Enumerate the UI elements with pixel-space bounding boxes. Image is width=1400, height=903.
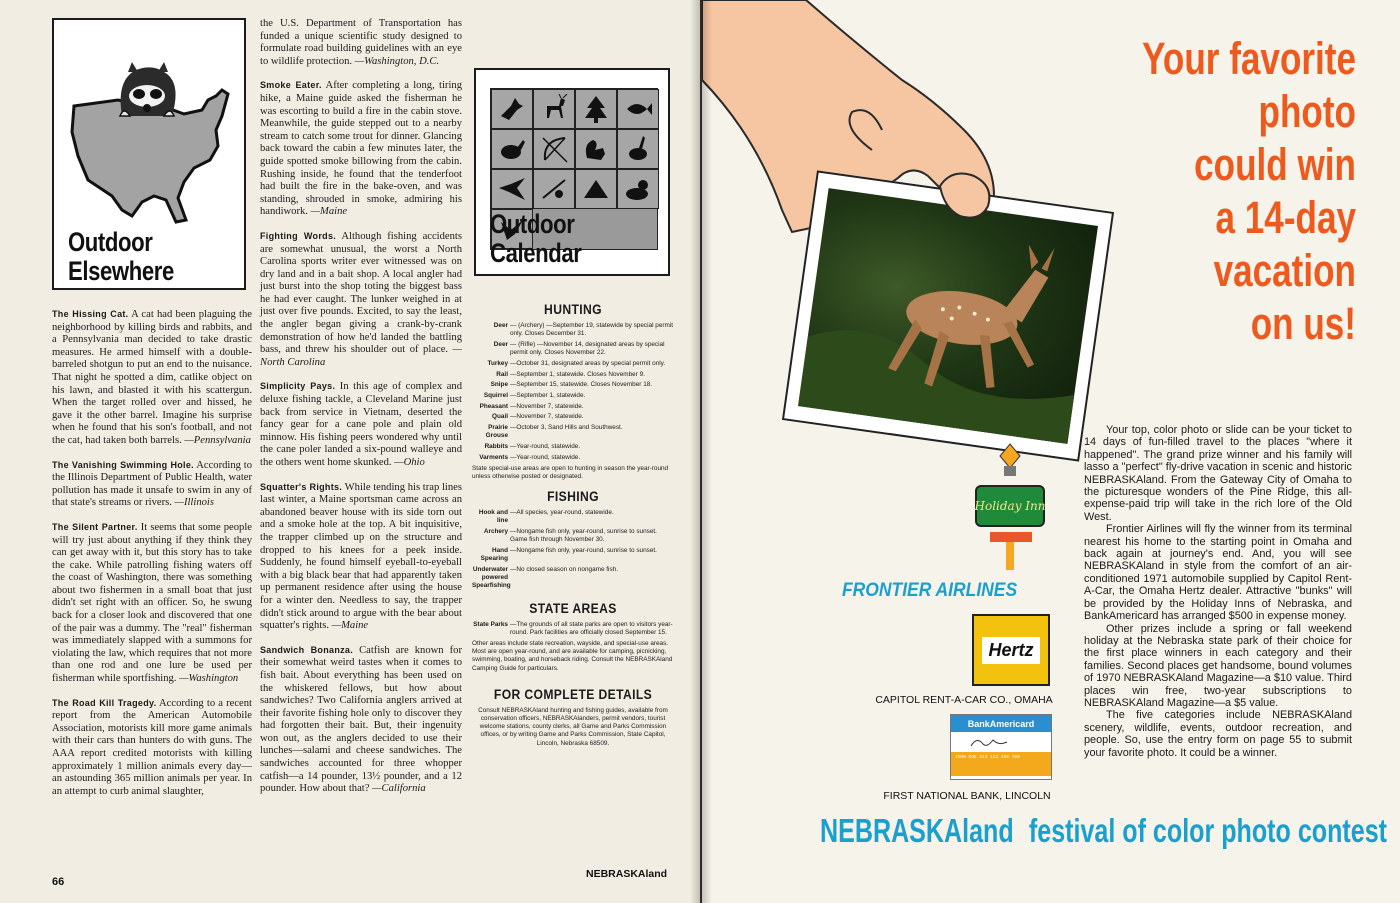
page-number: 66 (52, 876, 65, 888)
outdoor-calendar-listing (472, 300, 674, 748)
hunting-entry-text: — (Rifle) —November 14, designated areas by special permit only. Closes November 22. (510, 340, 665, 357)
hunting-entry (472, 341, 674, 357)
fishing-entry-text: —All species, year-round, statewide. (510, 509, 614, 517)
magazine-footer: NEBRASKAland (586, 868, 668, 880)
outdoor-calendar-box (474, 68, 670, 276)
hunting-entry-label: Deer (493, 322, 508, 329)
state-areas-note: Other areas include state recreation, wayside, and special-use areas. Most are open year-round, and are available for camping, picnicking, swimming, boating, and horseback riding. Consult the NEBRASKAland Camping Guide for particulars. (472, 639, 673, 672)
fishing-entry-label: Archery (483, 528, 508, 536)
hunting-entry-text: —October 31, designated areas by special permit only. (510, 359, 666, 367)
hunting-entry-label: Quail (492, 413, 508, 421)
complete-details-heading: FOR COMPLETE DETAILS (493, 686, 653, 702)
hertz-text: Hertz (982, 637, 1039, 664)
hunting-entry-label: Rabbits (484, 442, 508, 450)
hunting-entry-label: Varments (479, 453, 508, 461)
article-paragraph: Fighting Words. Although fishing accidents are somewhat unusual, the worst a North Carolina sports writer ever witnessed was on dry land and in a bait shop. A local angler had just burst into the shop toting the biggest bass he had ever caught. The lunker weighed in at just over five pounds. Excited, to say the least, the angler began giving a crank-by-crank demonstration of how he'd landed the battling bass, and threw his shoulder out of place. —North Carolina (260, 230, 462, 368)
fishing-entry (472, 509, 674, 525)
ad-paragraph: Frontier Airlines will fly the winner from its terminal nearest his home to the starting point in Omaha and back again at journey's end. And, you will see NEBRASKAland in style from the comfort of an air-conditioned 1971 automobile supplied by Capitol Rent-A-Car, the Omaha Hertz dealer. Attractive "bunks" will be provided by the Holiday Inns of Nebraska, and BankAmericard has arranged $500 in expense money. (1084, 523, 1352, 623)
pheasant-icon (491, 89, 533, 129)
article-column-2 (260, 18, 462, 807)
tent-icon (575, 169, 617, 209)
fishing-entry-text: —No closed season on nongame fish. (510, 565, 618, 573)
fishing-entry-label: Hook and line (478, 509, 508, 525)
article-paragraph: The Hissing Cat. A cat had been plaguing the neighborhood by killing birds and rabbits, and a Pennsylvania man decided to take drastic measures. He armed himself with a double-barreled shotgun to put an end to the nuisance. That night he spotted a dim, catlike object on his lawn, and blasted it with his scattergun. When the target rolled over and hissed, he gave it the other barrel. Imagine his surprise when he found that his son's football, and not the cat, had taken both barrels. —Pennsylvania (52, 309, 253, 446)
decoy-icon (617, 169, 659, 209)
article-paragraph: The Road Kill Tragedy. According to a recent report from the American Automobile Association, motorists kill more game animals with their cars than hunters do with guns. The AAA report credited motorists with killing approximately 1 million animals every day—an astounding 365 million animals per year. In an attempt to curb animal slaughter, (52, 697, 252, 797)
fish-icon (617, 89, 659, 129)
fishing-entry-text: —Nongame fish only, year-round, sunrise to sunset. Game fish through November 30. (510, 528, 657, 544)
article-paragraph: Simplicity Pays. In this age of complex and deluxe fishing tackle, a Cleveland Marine just back from service in Vietnam, deserted the fancy gear for a cane pole and plain old minnow. His fishing peers wondered why until the cane poler landed a six-pound walleye and the others went home skunked. —Ohio (260, 381, 462, 468)
thumb-illustration (702, 0, 1022, 230)
article-paragraph: The Vanishing Swimming Hole. According to the Illinois Department of Public Health, water pollution has made it unsafe to swim in any of that state's streams or rivers. —Illinois (52, 459, 252, 509)
card-signature (951, 732, 1051, 752)
hunting-entry (472, 322, 674, 338)
article-paragraph: the U.S. Department of Transportation has funded a unique scientific study designed to formulate road building guidelines with an eye to wildlife protection. —Washington, D.C. (260, 18, 462, 67)
fishing-entry (472, 566, 674, 591)
outdoor-elsewhere-title: Outdoor Elsewhere (68, 227, 174, 286)
state-area-entry (472, 621, 674, 637)
bow-arrow-icon (533, 129, 575, 169)
hunting-heading: HUNTING (544, 302, 602, 317)
hunting-entry (472, 403, 674, 411)
article-paragraph: Sandwich Bonanza. Catfish are known for their somewhat weird tastes when it comes to fish bait. About everything has been used on the whiskered fellows, but how about sandwiches? Two California anglers arrived at their favorite fishing hole only to discover they had forgotten their bait. But, their ingenuity won out, as the anglers decided to use their lunches—salami and cheese sandwiches. The sandwiches accounted for three whopper catfish—a 14 pounder, 13½ pounder, and a 12 pounder. How about that? —California (260, 644, 462, 795)
spine-gutter (690, 0, 712, 903)
hunting-entry-text: —October 3, Sand Hills and Southwest. (510, 424, 623, 432)
hunting-entry-label: Turkey (487, 359, 508, 367)
squirrel-icon (575, 129, 617, 169)
raccoon-usa-map-icon (66, 60, 236, 230)
frontier-airlines-logo: FRONTIER AIRLINES (842, 580, 1018, 601)
article-paragraph: Smoke Eater. After completing a long, tiring hike, a Maine guide asked the fisherman he was escorting to build a fire in the cabin stove. Meanwhile, the guide stepped out to a nearby stream to catch some trout for dinner. Glancing back toward the cabin a few minutes later, the guide spotted smoke billowing from the cabin. Rushing inside, he found that the tenderfoot had built the fire in the bake-oven, and was standing, shrouded in smoke, admiring his handiwork. —Maine (260, 80, 462, 218)
holiday-inn-logo (970, 440, 1050, 575)
hunting-entry-text: —November 7, statewide. (510, 413, 584, 421)
fishing-entry-label: Hand Spearing (480, 547, 508, 563)
ad-paragraph: Other prizes include a spring or fall weekend holiday at the Nebraska state park of their choice for the first place winners in each category and their families. Second places get handsome, bound volumes of 1970 NEBRASKAland Magazine—a $10 value. Third places win free, two-year subscriptions to NEBRASKAland Magazine—a $5 value. (1084, 622, 1352, 709)
hunting-entry (472, 413, 674, 421)
first-national-caption: FIRST NATIONAL BANK, LINCOLN (883, 790, 1051, 802)
rabbit-icon (617, 129, 659, 169)
ad-paragraph: The five categories include NEBRASKAland scenery, wildlife, events, outdoor recreation, and people. So, use the entry form on page 55 to submit your favorite photo. It could be a winner. (1084, 709, 1352, 759)
hunting-entry-label: Rail (496, 370, 508, 378)
article-paragraph: The Silent Partner. It seems that some people will try just about anything if they think they can get away with it, but this story has to take the cake. While patrolling fishing waters off the coast of Washington, there was something about two fishermen in a small boat that just didn't set right with an officer. So, he swung back for a closer look and discovered that one of the pair was a dummy. The "real" fisherman was immediately slapped with a summons for violating the law, which requires that not more than one rod and one lure be used per fisherman while sportfishing. —Washington (52, 521, 252, 685)
hunting-entry (472, 443, 674, 451)
goose-icon (491, 169, 533, 209)
article-column-1 (52, 308, 252, 809)
hunting-entry-label: Pheasant (479, 402, 508, 410)
state-area-entry-label: State Parks (473, 620, 508, 628)
hunting-entry-label: Squirrel (483, 391, 508, 399)
complete-details-text: Consult NEBRASKAland hunting and fishing guides, available from conservation officers, NEBRASKAlanders, permit vendors, tourist welcome stations, county clerks, all Game and Parks Commission offices, or by writing Game and Parks Commission, State Capitol, Lincoln, Nebraska 68509. (478, 706, 668, 747)
hunting-entry-text: —September 1, statewide. Closes November 9. (510, 370, 645, 378)
article-paragraph: Squatter's Rights. While tending his trap lines last winter, a Maine sportsman came across an abandoned beaver house with its side torn out and a smoke hole at the top. A bit inquisitive, the trapper climbed up on the structure and dropped to his knees for a peek inside. Suddenly, he found himself eyeball-to-eyeball with a big black bear that had apparently taken up permanent residence after using the house for a winter den. Needless to say, the trapper didn't stick around to argue with the bear about squatter's rights. —Maine (260, 481, 462, 632)
hunting-entry (472, 371, 674, 379)
right-page (702, 0, 1400, 903)
fishing-entry-text: —Nongame fish only, year-round, sunrise to sunset. (510, 547, 657, 555)
hunting-entry (472, 381, 674, 389)
holiday-inn-text: Holiday Inn (974, 499, 1046, 513)
hunting-entry-text: —Year-round, statewide. (510, 453, 581, 461)
hunting-entry-text: —November 7, statewide. (510, 402, 584, 410)
hunting-entry-text: —September 1, statewide. (510, 391, 586, 399)
fishing-heading: FISHING (547, 489, 599, 505)
fishing-entry (472, 547, 674, 563)
ad-paragraph: Your top, color photo or slide can be your ticket to 14 days of fun-filled travel to the places "where it happened". The grand prize winner and his family will lasso a "perfect" fly-drive vacation in scenic and historic NEBRASKAland. From the Gateway City of Omaha to the picturesque wonders of the Pine Ridge, this all-expense-paid trip will take in the rich lore of the Old West. (1084, 424, 1352, 523)
shooting-icon (533, 169, 575, 209)
hunting-entry (472, 360, 674, 368)
pine-tree-icon (575, 89, 617, 129)
card-number: JOHN DOE 413 123 456 789 (951, 752, 1051, 776)
hunting-entry-text: —Year-round, statewide. (510, 442, 581, 450)
bankamericard-text: BankAmericard (951, 715, 1051, 732)
hunting-entry-label: Prairie Grouse (485, 424, 508, 440)
turkey-icon (491, 129, 533, 169)
hunting-entry-text: — (Archery) —September 19, statewide by special permit only. Closes December 31. (510, 322, 674, 338)
capitol-caption: CAPITOL RENT-A-CAR CO., OMAHA (875, 694, 1053, 706)
hertz-logo (972, 614, 1050, 686)
fishing-entry (472, 528, 674, 544)
hunting-entry-label: Snipe (490, 381, 508, 389)
contest-title: NEBRASKAland festival of color photo contest (820, 812, 1388, 849)
hunting-entry (472, 392, 674, 400)
fishing-entry-label: Underwater powered Spearfishing (472, 565, 511, 590)
state-area-entry-text: —The grounds of all state parks are open to visitors year-round. Park facilities are officially closed September 15. (510, 620, 673, 636)
hunting-entry (472, 454, 674, 462)
outdoor-elsewhere-box (52, 18, 246, 290)
bankamericard-logo (950, 714, 1052, 780)
hunting-entry-text: —September 15, statewide. Closes November 18. (510, 381, 653, 389)
deer-icon (533, 89, 575, 129)
headline: Your favorite photo could win a 14-day vacation on us! (1142, 33, 1356, 349)
hunting-note: State special-use areas are open to hunting in season the year-round unless otherwise posted or designated. (472, 464, 669, 481)
hunting-entry (472, 424, 674, 440)
ad-body-text (1084, 424, 1352, 759)
hunting-entry-label: Deer (493, 340, 508, 348)
outdoor-calendar-title: Outdoor Calendar (490, 209, 582, 268)
state-areas-heading: STATE AREAS (529, 600, 617, 616)
